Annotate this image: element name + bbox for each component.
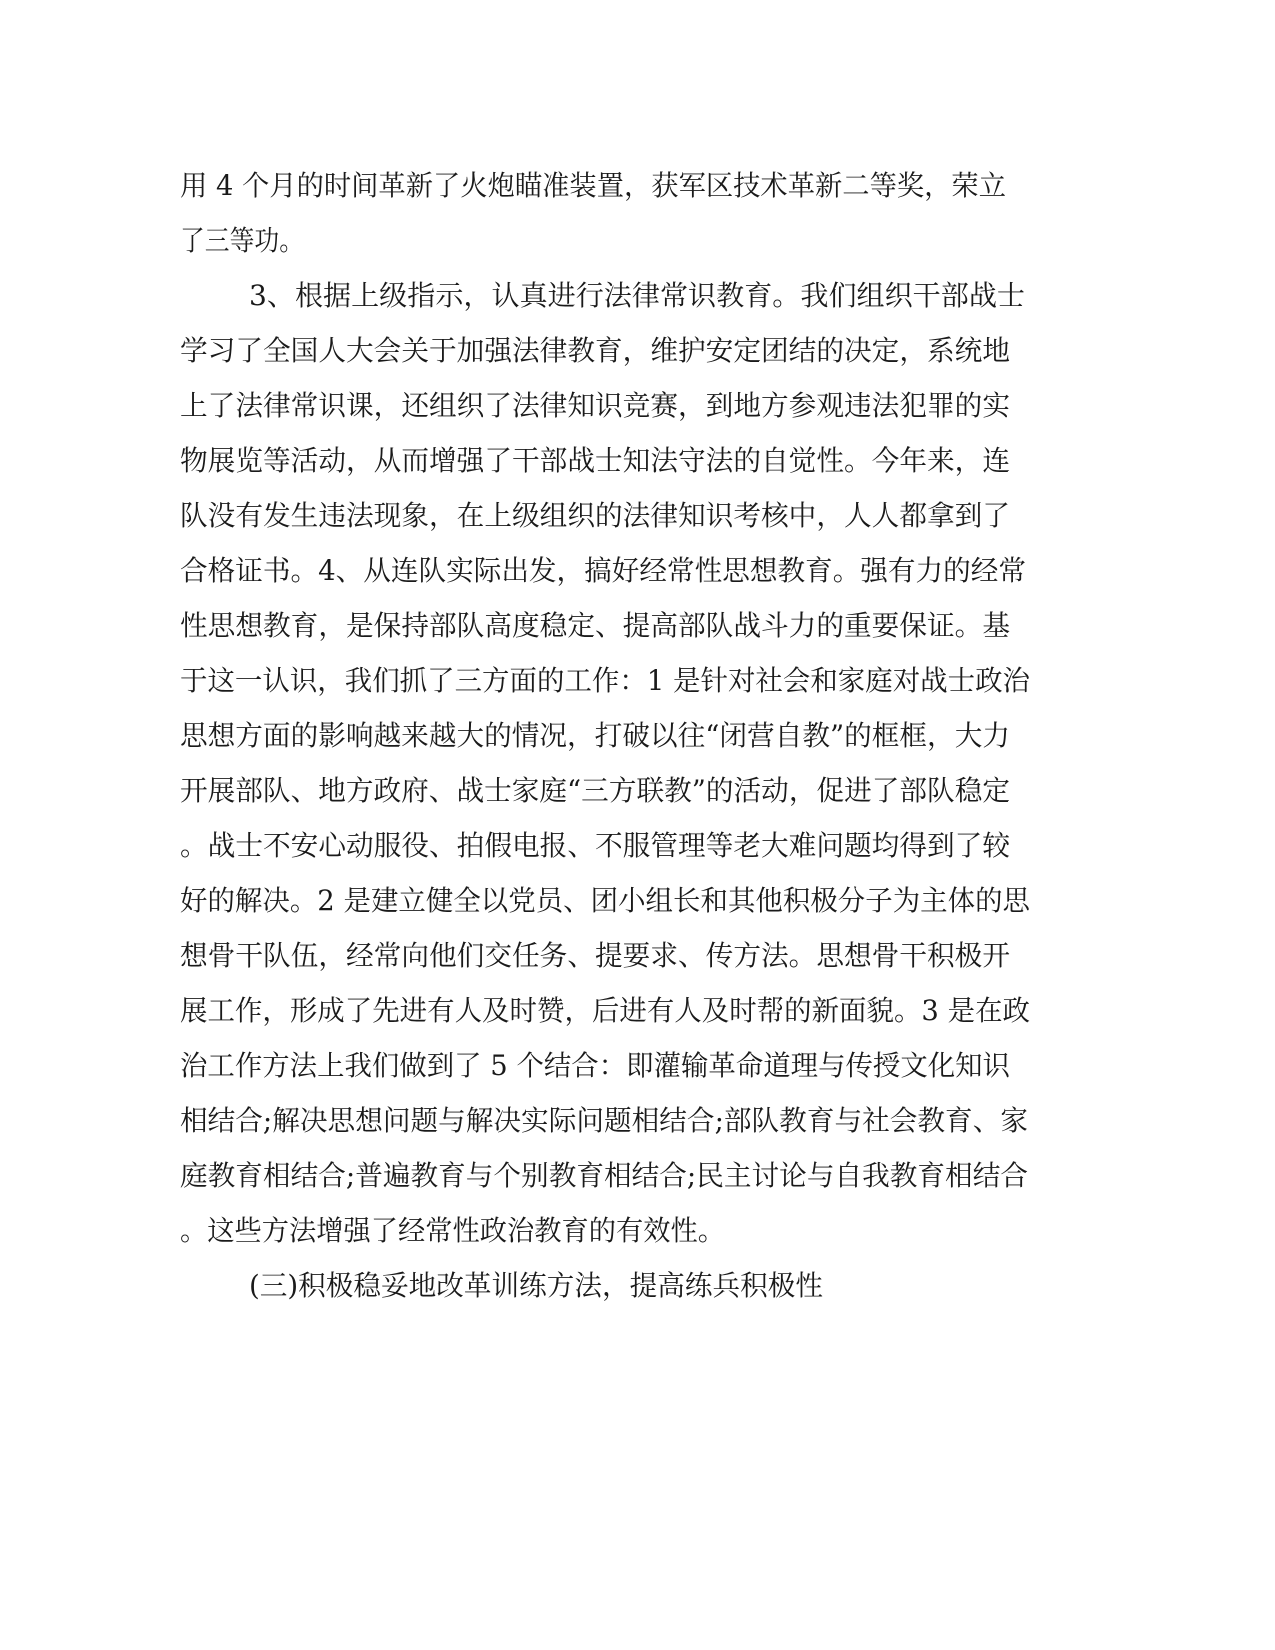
text-line-content: 物展览等活动，从而增强了干部战士知法守法的自觉性。今年来，连 — [180, 444, 1010, 477]
text-line — [0, 606, 1275, 646]
text-line-content: 。这些方法增强了经常性政治教育的有效性。 — [180, 1214, 725, 1247]
text-line — [0, 166, 1275, 206]
text-line — [0, 331, 1275, 371]
text-line — [0, 936, 1275, 976]
text-line — [0, 496, 1275, 536]
text-line-content: 好的解决。2 是建立健全以党员、团小组长和其他积极分子为主体的思 — [180, 884, 1030, 917]
text-line-content: (三)积极稳妥地改革训练方法，提高练兵积极性 — [249, 1269, 823, 1302]
text-line-content: 队没有发生违法现象，在上级组织的法律知识考核中，人人都拿到了 — [180, 499, 1010, 532]
text-line-content: 治工作方法上我们做到了 5 个结合：即灌输革命道理与传授文化知识 — [180, 1049, 1010, 1082]
text-line-content: 用 4 个月的时间革新了火炮瞄准装置，获军区技术革新二等奖，荣立 — [180, 169, 1006, 202]
text-line-content: 相结合;解决思想问题与解决实际问题相结合;部队教育与社会教育、家 — [180, 1104, 1028, 1137]
text-line-content: 。战士不安心动服役、拍假电报、不服管理等老大难问题均得到了较 — [180, 829, 1010, 862]
text-line-content: 想骨干队伍，经常向他们交任务、提要求、传方法。思想骨干积极开 — [180, 939, 1010, 972]
text-line — [0, 1211, 1275, 1251]
text-line — [0, 1156, 1275, 1196]
text-line — [0, 551, 1275, 591]
text-line-content: 上了法律常识课，还组织了法律知识竞赛，到地方参观违法犯罪的实 — [180, 389, 1010, 422]
text-line — [0, 441, 1275, 481]
text-line — [0, 991, 1275, 1031]
text-line — [0, 386, 1275, 426]
text-line — [0, 661, 1275, 701]
text-line — [0, 1046, 1275, 1086]
text-line-content: 合格证书。4、从连队实际出发，搞好经常性思想教育。强有力的经常 — [180, 554, 1026, 587]
text-line-content: 性思想教育，是保持部队高度稳定、提高部队战斗力的重要保证。基 — [180, 609, 1010, 642]
text-line — [0, 221, 1275, 261]
text-line — [0, 1101, 1275, 1141]
text-line-content: 开展部队、地方政府、战士家庭“三方联教”的活动，促进了部队稳定 — [180, 774, 1010, 807]
text-line-content: 展工作，形成了先进有人及时赞，后进有人及时帮的新面貌。3 是在政 — [180, 994, 1030, 1027]
text-line-content: 庭教育相结合;普遍教育与个别教育相结合;民主讨论与自我教育相结合 — [180, 1159, 1028, 1192]
text-line-content: 于这一认识，我们抓了三方面的工作：1 是针对社会和家庭对战士政治 — [180, 664, 1030, 697]
text-line — [0, 881, 1275, 921]
text-line-content: 了三等功。 — [180, 224, 304, 257]
text-line — [0, 771, 1275, 811]
text-line — [0, 276, 1275, 316]
text-line — [0, 1266, 1275, 1306]
text-line — [0, 826, 1275, 866]
text-line-content: 学习了全国人大会关于加强法律教育，维护安定团结的决定，系统地 — [180, 334, 1010, 367]
text-line-content: 思想方面的影响越来越大的情况，打破以往“闭营自教”的框框，大力 — [180, 719, 1010, 752]
text-line — [0, 716, 1275, 756]
text-line-content: 3、根据上级指示，认真进行法律常识教育。我们组织干部战士 — [249, 279, 1025, 312]
